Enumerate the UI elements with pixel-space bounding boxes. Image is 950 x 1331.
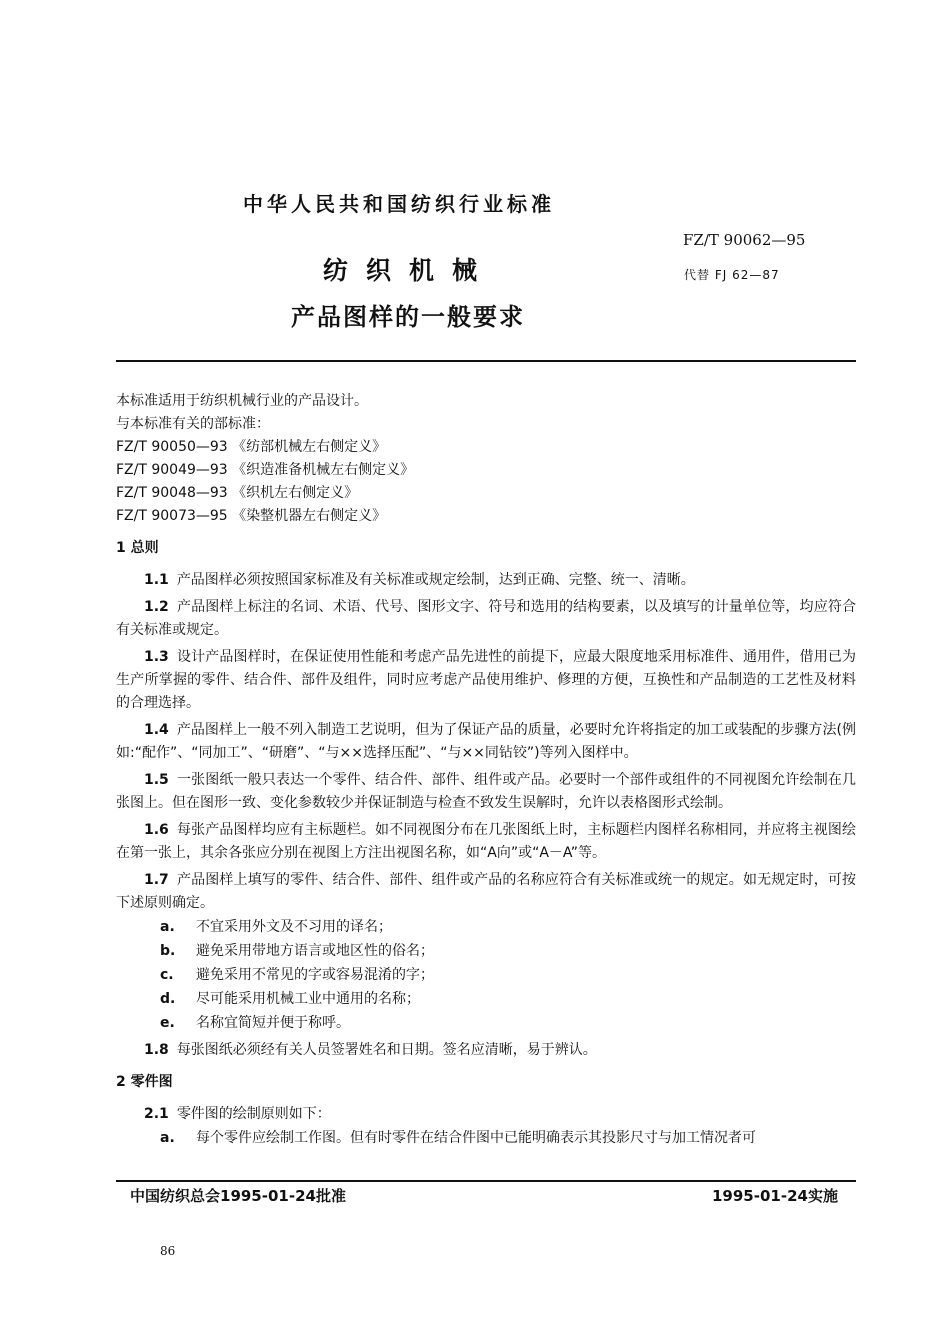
clause-number: 1.7 — [144, 872, 169, 888]
clause-text: 产品图样上一般不列入制造工艺说明，但为了保证产品的质量，必要时允许将指定的加工或装配的步骤方法(例如:“配作”、“同加工”、“研磨”、“与××选择压配”、“与××同钻铰”)等列入图样中。 — [116, 722, 856, 761]
clause-number: 1.1 — [144, 572, 169, 588]
list-item — [116, 988, 856, 1011]
clause-text: 产品图样上填写的零件、结合件、部件、组件或产品的名称应符合有关标准或统一的规定。如无规定时，可按下述原则确定。 — [116, 872, 856, 911]
clause-1-6 — [116, 819, 856, 865]
approval-statement: 中国纺织总会1995-01-24批准 — [130, 1187, 346, 1205]
list-label: e. — [160, 1015, 175, 1031]
list-label: b. — [160, 943, 176, 959]
clause-1-3 — [116, 646, 856, 715]
clause-number: 2.1 — [144, 1106, 169, 1122]
top-divider — [116, 360, 856, 362]
section-heading-part-drawing: 2 零件图 — [116, 1074, 173, 1090]
clause-number: 1.8 — [144, 1042, 169, 1058]
clause-1-1 — [116, 569, 856, 592]
list-item — [116, 964, 856, 987]
list-item — [116, 916, 856, 939]
reference-item: FZ/T 90073—95 《染整机器左右侧定义》 — [116, 508, 387, 524]
replaces-standard: 代替 FJ 62—87 — [684, 268, 780, 282]
list-text: 每个零件应绘制工作图。但有时零件在结合件图中已能明确表示其投影尺寸与加工情况者可 — [196, 1130, 756, 1146]
list-text: 名称宜简短并便于称呼。 — [196, 1015, 350, 1031]
list-text: 尽可能采用机械工业中通用的名称； — [196, 991, 420, 1007]
clause-1-2 — [116, 596, 856, 642]
list-item — [116, 1012, 856, 1035]
clause-text: 产品图样上标注的名词、术语、代号、图形文字、符号和选用的结构要素，以及填写的计量单位等，均应符合有关标准或规定。 — [116, 599, 856, 638]
clause-1-8 — [116, 1039, 856, 1062]
scope-statement: 本标准适用于纺织机械行业的产品设计。 — [116, 393, 368, 409]
reference-item: FZ/T 90050—93 《纺部机械左右侧定义》 — [116, 439, 387, 455]
clause-number: 1.2 — [144, 599, 169, 615]
list-text: 避免采用带地方语言或地区性的俗名； — [196, 943, 434, 959]
effective-date: 1995-01-24实施 — [712, 1187, 838, 1205]
list-label: a. — [160, 919, 175, 935]
page-number: 86 — [160, 1244, 176, 1258]
section-heading-general: 1 总则 — [116, 540, 159, 556]
reference-item: FZ/T 90049—93 《织造准备机械左右侧定义》 — [116, 462, 415, 478]
clause-number: 1.5 — [144, 772, 169, 788]
document-subtitle: 产品图样的一般要求 — [291, 303, 525, 331]
list-item — [116, 1127, 856, 1150]
clause-2-1 — [116, 1103, 856, 1126]
standard-code: FZ/T 90062—95 — [683, 231, 806, 249]
clause-number: 1.4 — [144, 722, 169, 738]
related-standards-label: 与本标准有关的部标准： — [116, 416, 270, 432]
clause-1-5 — [116, 769, 856, 815]
document-title: 纺织机械 — [323, 256, 496, 285]
clause-number: 1.3 — [144, 649, 169, 665]
clause-text: 每张产品图样均应有主标题栏。如不同视图分布在几张图纸上时，主标题栏内图样名称相同，并应将主视图绘在第一张上，其余各张应分别在视图上方注出视图名称，如“A向”或“A－A”等。 — [116, 822, 856, 861]
clause-1-4 — [116, 719, 856, 765]
clause-text: 每张图纸必须经有关人员签署姓名和日期。签名应清晰，易于辨认。 — [176, 1042, 597, 1058]
list-text: 避免采用不常见的字或容易混淆的字； — [196, 967, 434, 983]
standard-org-title: 中华人民共和国纺织行业标准 — [243, 192, 555, 216]
clause-text: 设计产品图样时，在保证使用性能和考虑产品先进性的前提下，应最大限度地采用标准件、通用件，借用已为生产所掌握的零件、结合件、部件及组件，同时应考虑产品使用维护、修理的方便，互换性和产品制造的工艺性及材料的合理选择。 — [116, 649, 856, 711]
document-body — [116, 390, 856, 1150]
list-label: a. — [160, 1130, 175, 1146]
clause-text: 一张图纸一般只表达一个零件、结合件、部件、组件或产品。必要时一个部件或组件的不同视图允许绘制在几张图上。但在图形一致、变化参数较少并保证制造与检查不致发生误解时，允许以表格图形式绘制。 — [116, 772, 856, 811]
bottom-divider — [116, 1180, 856, 1182]
list-label: d. — [160, 991, 176, 1007]
clause-1-7 — [116, 869, 856, 915]
clause-number: 1.6 — [144, 822, 169, 838]
list-label: c. — [160, 967, 174, 983]
list-item — [116, 940, 856, 963]
reference-item: FZ/T 90048—93 《织机左右侧定义》 — [116, 485, 359, 501]
clause-text: 产品图样必须按照国家标准及有关标准或规定绘制，达到正确、完整、统一、清晰。 — [176, 572, 695, 588]
list-text: 不宜采用外文及不习用的译名； — [196, 919, 392, 935]
clause-text: 零件图的绘制原则如下： — [176, 1106, 331, 1122]
